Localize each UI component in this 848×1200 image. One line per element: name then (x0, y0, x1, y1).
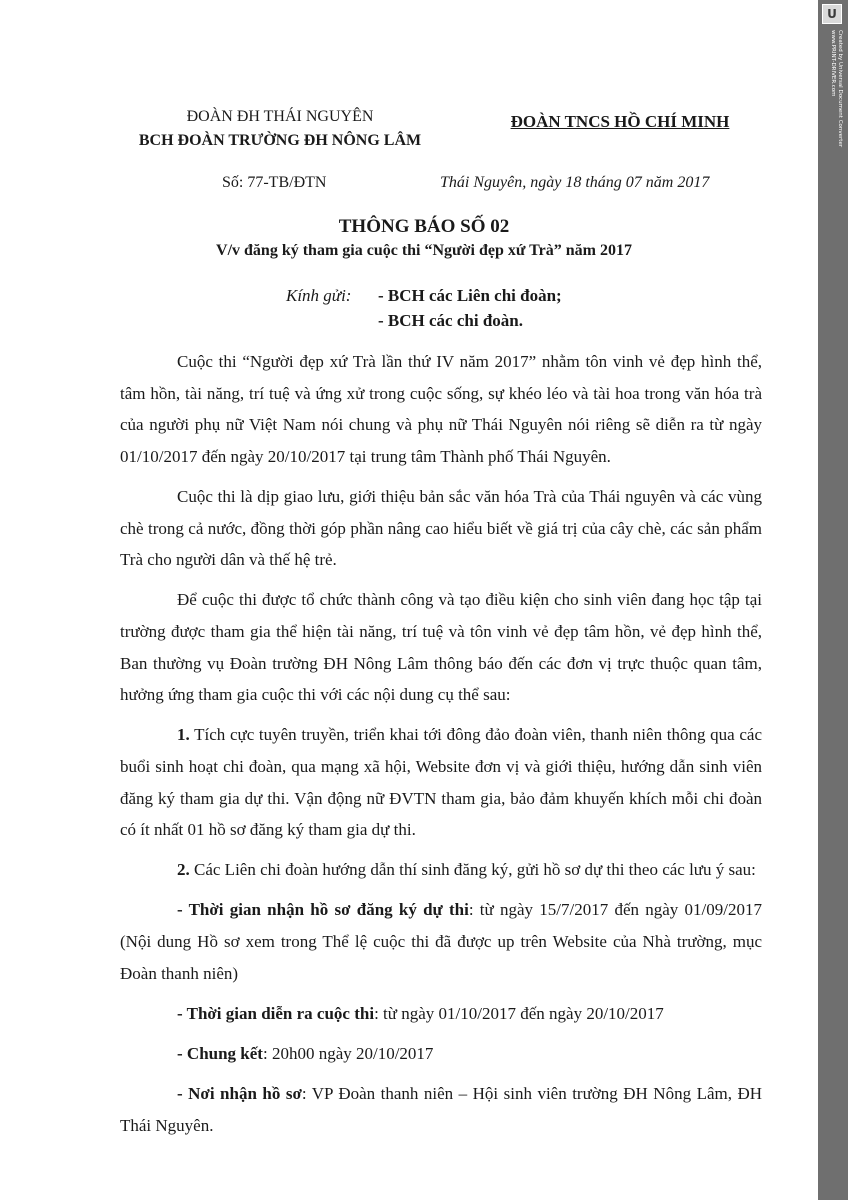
org-parent: ĐOÀN ĐH THÁI NGUYÊN (186, 108, 374, 125)
item-number: 2. (177, 860, 190, 880)
document-body (120, 346, 762, 1150)
org-name: BCH ĐOÀN TRƯỜNG ĐH NÔNG LÂM (138, 132, 422, 149)
bullet-text: : từ ngày 15/7/2017 đến ngày 01/09/2017 (Nội dung Hồ sơ xem trong Thể lệ cuộc thi đã được up trên Website của Nhà trường, mục Đoàn thanh niên) (120, 900, 762, 983)
item-text: Các Liên chi đoàn hướng dẫn thí sinh đăng ký, gửi hồ sơ dự thi theo các lưu ý sau: (189, 860, 756, 880)
union-title: ĐOÀN TNCS HỒ CHÍ MINH (510, 112, 730, 131)
bullet-label: - Thời gian diễn ra cuộc thi (177, 1003, 375, 1023)
stamp-line: Created by Universal Document Converter (837, 30, 843, 148)
bullet-label: - Thời gian nhận hồ sơ đăng ký dự thi (177, 900, 469, 920)
bullet-text: : 20h00 ngày 20/10/2017 (262, 1044, 434, 1064)
document-subtitle: V/v đăng ký tham gia cuộc thi “Người đẹp xứ Trà” năm 2017 (216, 242, 632, 259)
bullet-label: - Nơi nhận hồ sơ (177, 1084, 302, 1104)
recipient-item: - BCH các chi đoàn. (378, 311, 523, 330)
stamp-line: www.PRINT-DRIVER.com (830, 30, 836, 97)
converter-logo-icon: U (822, 4, 842, 24)
bullet-final (120, 1038, 762, 1070)
item-number: 1. (177, 725, 190, 745)
paragraph-intro: Cuộc thi “Người đẹp xứ Trà lần thứ IV năm 2017” nhằm tôn vinh vẻ đẹp hình thể, tâm hồn, tài năng, trí tuệ và ứng xử trong cuộc sống, sự khéo léo và tài hoa trong văn hóa trà của người phụ nữ Việt Nam nói chung và phụ nữ Thái Nguyên nói riêng sẽ diễn ra từ ngày 01/10/2017 đến ngày 20/10/2017 tại trung tâm Thành phố Thái Nguyên. (120, 352, 762, 466)
item-text: Tích cực tuyên truyền, triển khai tới đông đảo đoàn viên, thanh niên thông qua các buổi sinh hoạt chi đoàn, qua mạng xã hội, Website đơn vị và giới thiệu, hướng dẫn sinh viên đăng ký tham gia dự thi. Vận động nữ ĐVTN tham gia, bảo đảm khuyến khích mỗi chi đoàn có ít nhất 01 hồ sơ đăng ký tham gia dự thi. (120, 725, 762, 840)
bullet-submission-place (120, 1078, 762, 1141)
recipient-item: - BCH các Liên chi đoàn; (378, 286, 562, 305)
document-number: Số: 77-TB/ĐTN (222, 174, 327, 191)
item-2 (120, 854, 762, 886)
bullet-text: : từ ngày 01/10/2017 đến ngày 20/10/2017 (374, 1003, 664, 1023)
place-date: Thái Nguyên, ngày 18 tháng 07 năm 2017 (440, 174, 710, 191)
item-1 (120, 719, 762, 845)
converter-stamp (818, 0, 848, 1200)
recipients-label: Kính gửi: (286, 286, 352, 305)
document-title: THÔNG BÁO SỐ 02 (338, 216, 510, 237)
bullet-label: - Chung kết (177, 1044, 263, 1064)
bullet-contest-period (120, 998, 762, 1030)
paragraph-purpose: Cuộc thi là dịp giao lưu, giới thiệu bản sắc văn hóa Trà của Thái nguyên và các vùng chè trong cả nước, đồng thời góp phần nâng cao hiểu biết về giá trị của cây chè, các sản phẩm Trà cho người dân và thế hệ trẻ. (120, 486, 762, 570)
converter-stamp-text (829, 30, 843, 147)
paragraph-announcement: Để cuộc thi được tổ chức thành công và tạo điều kiện cho sinh viên đang học tập tại trường được tham gia thể hiện tài năng, trí tuệ và tôn vinh vẻ đẹp tâm hồn, vẻ đẹp hình thể, Ban thường vụ Đoàn trường ĐH Nông Lâm thông báo đến các đơn vị trực thuộc quan tâm, hưởng ứng tham gia cuộc thi với các nội dung cụ thể sau: (120, 590, 762, 705)
bullet-registration-period (120, 894, 762, 989)
bullet-text: : VP Đoàn thanh niên – Hội sinh viên trường ĐH Nông Lâm, ĐH Thái Nguyên. (120, 1084, 763, 1135)
